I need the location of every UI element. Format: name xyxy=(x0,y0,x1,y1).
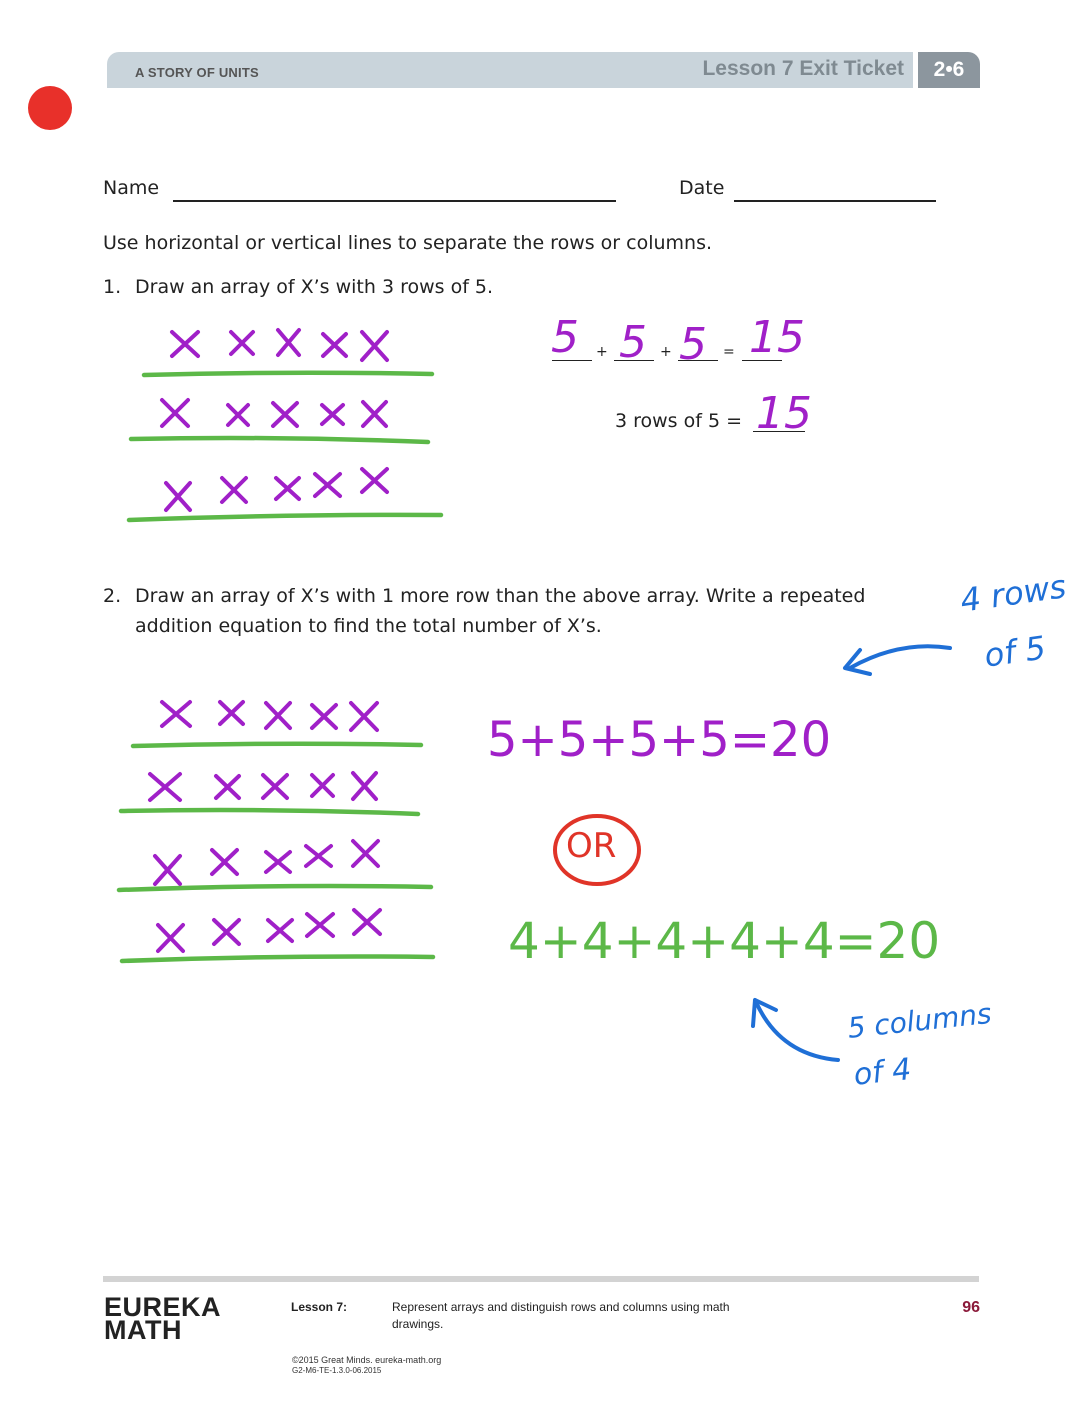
plus-sign-2: + xyxy=(660,344,672,360)
problem-1-number: 1. xyxy=(103,276,122,298)
rows-of-label: 3 rows of 5 = xyxy=(615,410,743,432)
answer-columns-equation: 4+4+4+4+4=20 xyxy=(508,912,941,970)
answer-addend-2: 5 xyxy=(619,317,647,368)
note-columns-line2: of 4 xyxy=(852,1051,913,1093)
date-label: Date xyxy=(679,177,725,199)
footer-lesson-desc-line2: drawings. xyxy=(392,1317,444,1331)
note-rows-line1: 4 rows xyxy=(958,567,1069,620)
array-2-x-marks xyxy=(150,702,380,951)
array-1-x-marks xyxy=(162,330,387,510)
answer-sum: 15 xyxy=(749,312,805,363)
problem-2-text-line1: Draw an array of X’s with 1 more row than the above array. Write a repeated xyxy=(135,585,866,607)
plus-sign-1: + xyxy=(596,344,608,360)
grade-module-badge: 2•6 xyxy=(918,52,980,88)
problem-2-text-line2: addition equation to find the total number of X’s. xyxy=(135,615,602,637)
logo-line-2: MATH xyxy=(104,1315,182,1345)
document-code: G2-M6-TE-1.3.0-06.2015 xyxy=(292,1366,382,1375)
instructions: Use horizontal or vertical lines to separate the rows or columns. xyxy=(103,232,713,254)
answer-addend-1: 5 xyxy=(551,312,579,363)
footer-rule xyxy=(103,1276,979,1282)
arrow-rows-icon xyxy=(845,646,950,674)
footer-lesson-label: Lesson 7: xyxy=(291,1300,348,1314)
note-rows-line2: of 5 xyxy=(982,628,1049,675)
problem-1-text: Draw an array of X’s with 3 rows of 5. xyxy=(135,276,494,298)
name-label: Name xyxy=(103,177,160,199)
series-title: A STORY OF UNITS xyxy=(135,65,259,80)
answer-rows-equation: 5+5+5+5=20 xyxy=(487,712,832,768)
arrow-columns-icon xyxy=(753,1000,838,1060)
copyright: ©2015 Great Minds. eureka-math.org xyxy=(292,1355,442,1365)
note-columns-line1: 5 columns xyxy=(846,996,994,1045)
logo-line-1: EUREKA xyxy=(104,1292,222,1322)
answer-rows-of: 15 xyxy=(756,388,812,439)
eureka-math-logo xyxy=(104,1292,222,1345)
footer-lesson-desc-line1: Represent arrays and distinguish rows and columns using math xyxy=(392,1300,730,1314)
answer-addend-3: 5 xyxy=(679,319,707,370)
lesson-title: Lesson 7 Exit Ticket xyxy=(702,57,904,80)
problem-2-number: 2. xyxy=(103,585,122,607)
page-number: 96 xyxy=(962,1299,980,1316)
or-label: OR xyxy=(566,826,617,866)
equals-sign: = xyxy=(723,344,735,360)
